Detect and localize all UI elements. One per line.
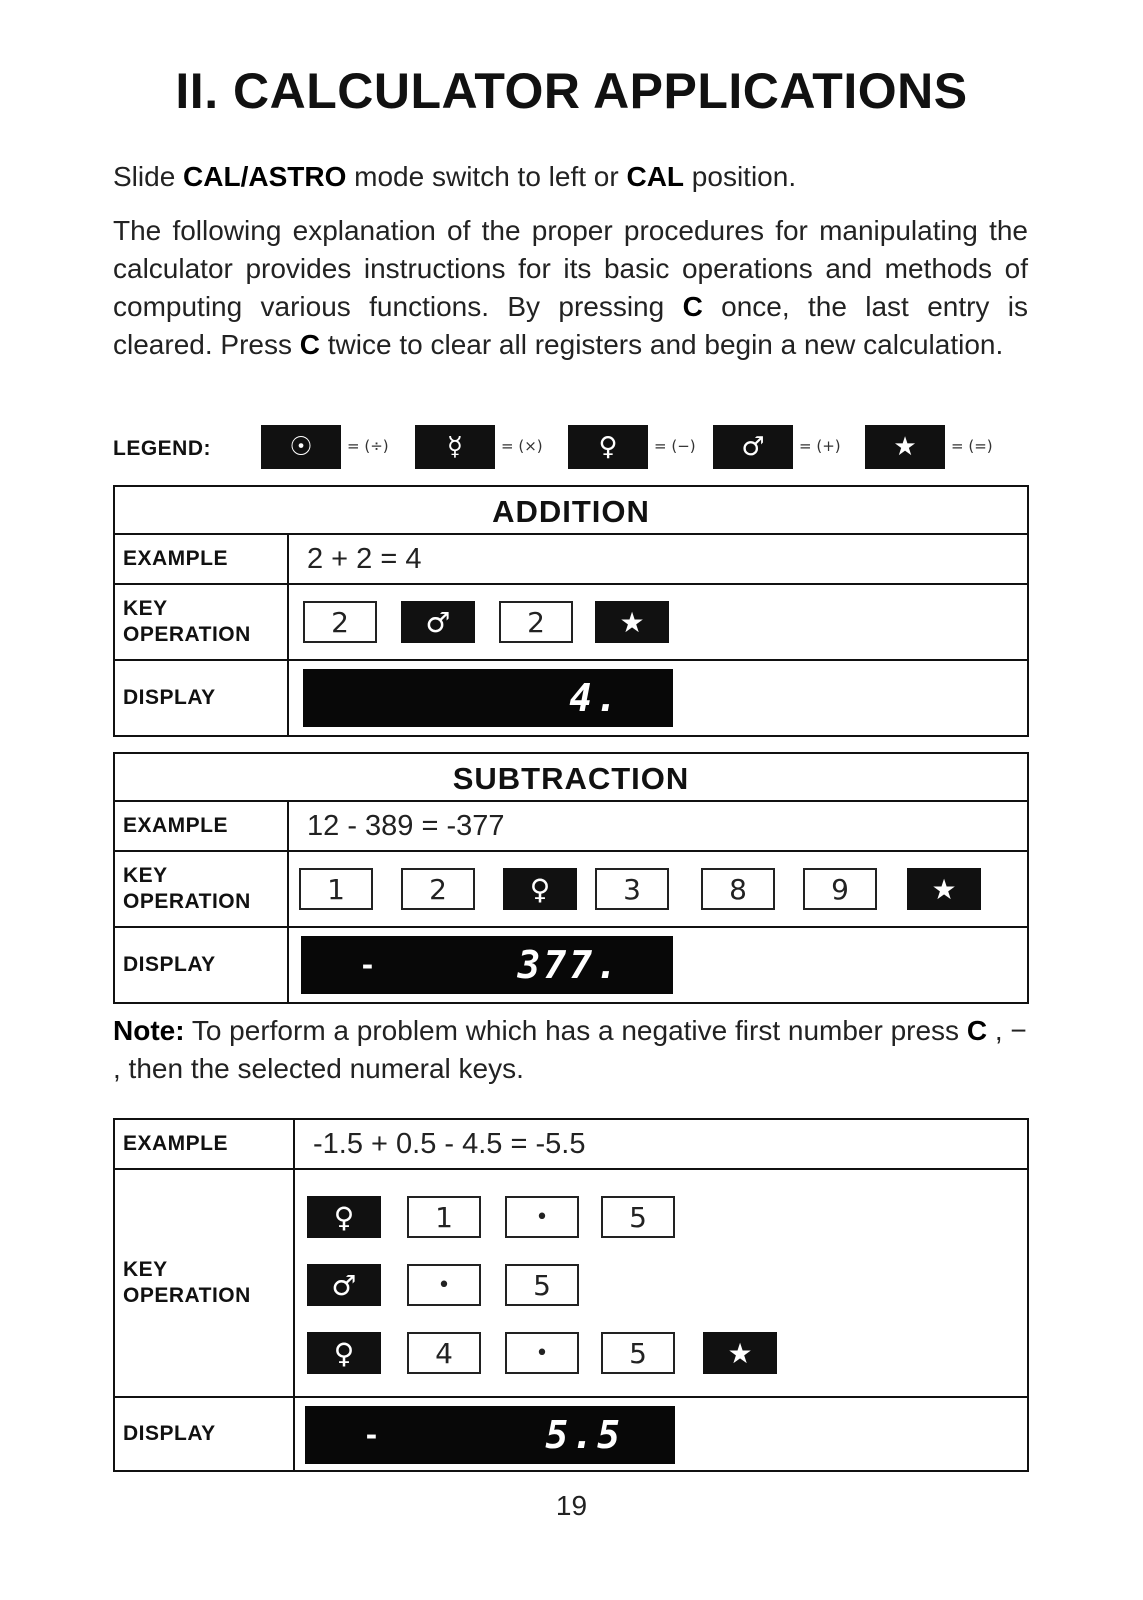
operation-label-text: OPERATION	[123, 623, 251, 646]
key-label-text: KEY	[123, 864, 168, 887]
key-5: 5	[505, 1264, 579, 1306]
key-8: 8	[701, 868, 775, 910]
display-label	[115, 1398, 295, 1470]
intro-text-1: Slide	[113, 161, 184, 192]
subtraction-title: SUBTRACTION	[115, 754, 1027, 802]
key-9: 9	[803, 868, 877, 910]
key-4: 4	[407, 1332, 481, 1374]
legend	[113, 425, 1033, 471]
note-paragraph	[113, 1012, 1028, 1088]
intro-paragraph	[113, 158, 1028, 196]
mars-icon: ♂	[713, 425, 793, 469]
subtraction-example: 12 - 389 = -377	[307, 809, 505, 842]
star-icon: ★	[907, 868, 981, 910]
display-value: 4.	[569, 676, 621, 720]
key-5: 5	[601, 1332, 675, 1374]
clear-key-ref: C	[682, 291, 703, 322]
example-label-text: EXAMPLE	[123, 1132, 229, 1155]
subtraction-display-row	[115, 928, 1027, 1002]
legend-label: LEGEND:	[113, 437, 211, 460]
note-label: Note:	[113, 1015, 185, 1046]
mercury-icon: ☿	[415, 425, 495, 469]
legend-meaning: = (=)	[951, 437, 993, 455]
mars-icon: ♂	[401, 601, 475, 643]
subtraction-key-row	[115, 852, 1027, 928]
negative-key-row	[115, 1170, 1027, 1398]
addition-example-row	[115, 535, 1027, 585]
addition-key-row	[115, 585, 1027, 661]
venus-icon: ♀	[503, 868, 577, 910]
star-icon: ★	[703, 1332, 777, 1374]
legend-meaning: = (−)	[654, 437, 696, 455]
legend-meaning: = (×)	[501, 437, 543, 455]
negative-keys	[295, 1170, 1027, 1396]
display-sign: -	[363, 1418, 380, 1452]
display-label-text: DISPLAY	[123, 686, 216, 709]
example-label	[115, 535, 289, 583]
subtraction-display	[301, 936, 673, 994]
note-text-2: ,	[987, 1015, 1011, 1046]
display-value: 5.5	[545, 1413, 623, 1457]
negative-example: -1.5 + 0.5 - 4.5 = -5.5	[313, 1127, 586, 1160]
explanation-paragraph	[113, 212, 1028, 364]
key-2: 2	[401, 868, 475, 910]
intro-text-3: position.	[684, 161, 797, 192]
key-decimal-point: •	[505, 1196, 579, 1238]
example-label	[115, 1120, 295, 1168]
addition-table	[113, 485, 1029, 737]
addition-display-row	[115, 661, 1027, 735]
key-operation-label	[115, 852, 289, 926]
addition-keys	[289, 585, 1027, 659]
key-1: 1	[299, 868, 373, 910]
display-label-text: DISPLAY	[123, 1422, 216, 1445]
position-name: CAL	[626, 161, 685, 192]
note-text-1: To perform a problem which has a negative first number press	[184, 1015, 967, 1046]
example-label-text: EXAMPLE	[123, 547, 229, 570]
display-label-text: DISPLAY	[123, 953, 216, 976]
star-icon: ★	[865, 425, 945, 469]
addition-display-cell	[289, 661, 1027, 735]
note-text-3: , then the selected numeral keys.	[113, 1053, 524, 1084]
clear-key-ref: C	[299, 329, 320, 360]
key-label-text: KEY	[123, 597, 168, 620]
key-decimal-point: •	[407, 1264, 481, 1306]
negative-display-cell	[295, 1398, 1027, 1470]
key-1: 1	[407, 1196, 481, 1238]
key-3: 3	[595, 868, 669, 910]
subtraction-example-row	[115, 802, 1027, 852]
display-label	[115, 928, 289, 1002]
legend-meaning: = (+)	[799, 437, 841, 455]
switch-name: CAL/ASTRO	[183, 161, 347, 192]
addition-example-cell	[289, 535, 1027, 583]
operation-label-text: OPERATION	[123, 890, 251, 913]
key-5: 5	[601, 1196, 675, 1238]
subtraction-table	[113, 752, 1029, 1004]
negative-example-table	[113, 1118, 1029, 1472]
negative-example-cell	[295, 1120, 1027, 1168]
explanation-text-2: once, the last entry is cleared. Press	[113, 291, 1029, 360]
subtraction-keys	[289, 852, 1027, 926]
legend-meaning: = (÷)	[347, 437, 389, 455]
page-number: 19	[555, 1490, 588, 1521]
clear-key-ref: C	[966, 1015, 988, 1046]
key-2: 2	[499, 601, 573, 643]
key-label-text: KEY	[123, 1258, 168, 1281]
example-label	[115, 802, 289, 850]
subtraction-example-cell	[289, 802, 1027, 850]
mars-icon: ♂	[307, 1264, 381, 1306]
negative-display-row	[115, 1398, 1027, 1470]
key-decimal-point: •	[505, 1332, 579, 1374]
addition-title: ADDITION	[115, 487, 1027, 535]
subtraction-display-cell	[289, 928, 1027, 1002]
key-operation-label	[115, 1170, 295, 1396]
star-icon: ★	[595, 601, 669, 643]
intro-text-2: mode switch to left or	[346, 161, 627, 192]
addition-display	[303, 669, 673, 727]
key-operation-label	[115, 585, 289, 659]
minus-key-ref: −	[1010, 1015, 1027, 1046]
sun-icon: ☉	[261, 425, 341, 469]
key-2: 2	[303, 601, 377, 643]
negative-display	[305, 1406, 675, 1464]
venus-icon: ♀	[568, 425, 648, 469]
page-title: II. CALCULATOR APPLICATIONS	[175, 63, 968, 119]
display-value: 377.	[517, 943, 621, 987]
negative-example-row	[115, 1120, 1027, 1170]
display-sign: -	[359, 948, 376, 982]
explanation-text-3: twice to clear all registers and begin a new calculation.	[319, 329, 1004, 360]
explanation-text-1: The following explanation of the proper procedures for manipulating the calculator provides instructions for its basic operations and methods of computing various functions. By pressing	[113, 215, 1028, 322]
example-label-text: EXAMPLE	[123, 814, 229, 837]
venus-icon: ♀	[307, 1332, 381, 1374]
venus-icon: ♀	[307, 1196, 381, 1238]
operation-label-text: OPERATION	[123, 1284, 251, 1307]
display-label	[115, 661, 289, 735]
addition-example: 2 + 2 = 4	[307, 542, 422, 575]
